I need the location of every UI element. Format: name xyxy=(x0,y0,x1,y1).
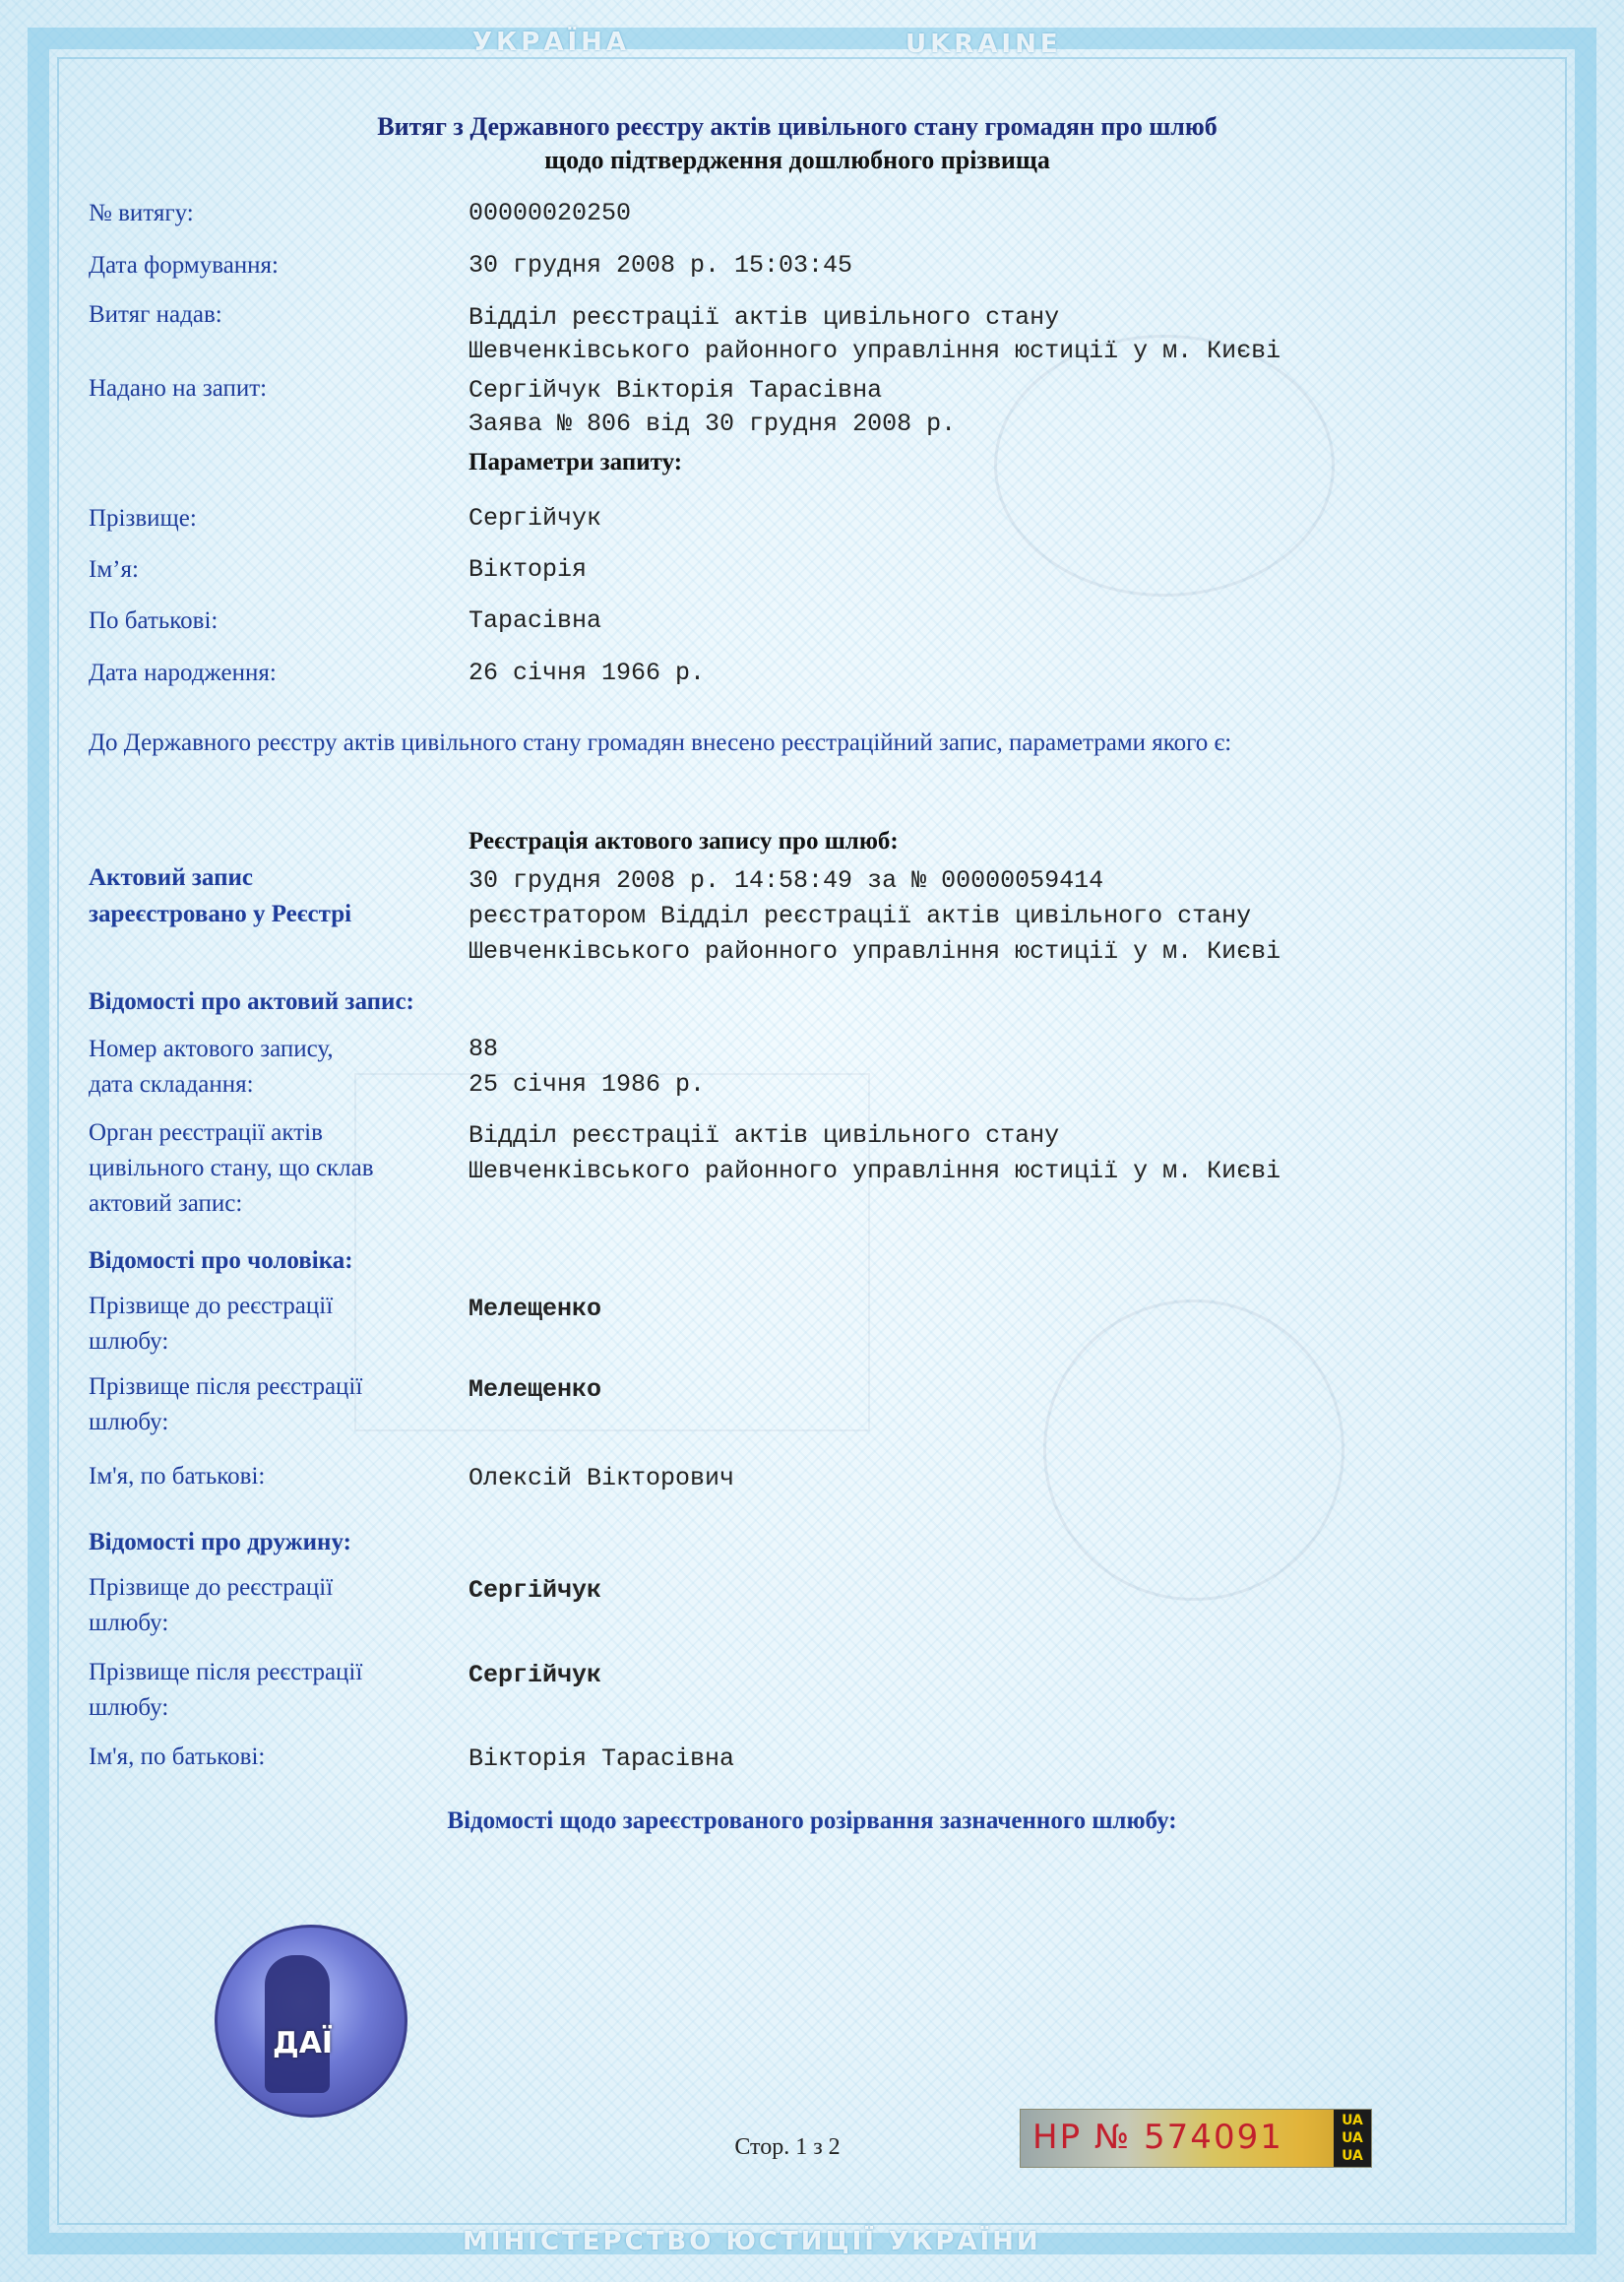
query-heading: Параметри запиту: xyxy=(468,449,683,475)
request-line-1: Сергійчук Вікторія Тарасівна xyxy=(468,376,883,405)
document-title xyxy=(157,110,1437,177)
hologram-number: НР № 574091 xyxy=(1032,2118,1283,2157)
wife-after-label-1: Прізвище після реєстрації xyxy=(89,1659,363,1685)
husband-name-value: Олексій Вікторович xyxy=(468,1464,735,1492)
extract-number-value: 00000020250 xyxy=(468,199,632,227)
organ-value-2: Шевченківського районного управління юстиції у м. Києві xyxy=(468,1157,1281,1185)
request-label: Надано на запит: xyxy=(89,375,268,402)
wife-after-value: Сергійчук xyxy=(468,1661,602,1689)
registration-value-3: Шевченківського районного управління юстиції у м. Києві xyxy=(468,937,1281,966)
formation-date-label: Дата формування: xyxy=(89,252,279,279)
hologram-sticker xyxy=(1020,2109,1372,2168)
issued-by-line-2: Шевченківського районного управління юстиції у м. Києві xyxy=(468,337,1281,365)
wife-name-label: Ім'я, по батькові: xyxy=(89,1743,266,1770)
title-line-1: Витяг з Державного реєстру актів цивільного стану громадян про шлюб xyxy=(377,112,1218,141)
divorce-heading: Відомості щодо зареєстрованого розірвання зазначенного шлюбу: xyxy=(447,1807,1177,1834)
husband-after-label-1: Прізвище після реєстрації xyxy=(89,1373,363,1400)
header-ukraina: УКРАЇНА xyxy=(472,28,631,57)
patronymic-label: По батькові: xyxy=(89,607,219,634)
first-name-value: Вікторія xyxy=(468,555,588,584)
header-ukraine: UKRAINE xyxy=(906,30,1062,59)
justice-figure-icon xyxy=(265,1955,330,2093)
faded-seal-icon xyxy=(1043,1299,1344,1601)
surname-value: Сергійчук xyxy=(468,504,602,533)
registration-heading: Реєстрація актового запису про шлюб: xyxy=(468,828,899,855)
wife-before-label-1: Прізвище до реєстрації xyxy=(89,1574,334,1601)
birth-date-value: 26 січня 1966 р. xyxy=(468,659,706,687)
formation-date-value: 30 грудня 2008 р. 15:03:45 xyxy=(468,251,853,280)
wife-heading: Відомості про дружину: xyxy=(89,1529,351,1555)
title-line-2: щодо підтвердження дошлюбного прізвища xyxy=(544,146,1050,174)
page-number: Стор. 1 з 2 xyxy=(734,2134,841,2160)
record-number-label-1: Номер актового запису, xyxy=(89,1036,334,1062)
organ-label-1: Орган реєстрації актів xyxy=(89,1119,323,1146)
issued-by-line-1: Відділ реєстрації актів цивільного стану xyxy=(468,303,1060,332)
husband-after-value: Мелещенко xyxy=(468,1375,602,1404)
organ-label-3: актовий запис: xyxy=(89,1190,243,1217)
organ-value-1: Відділ реєстрації актів цивільного стану xyxy=(468,1121,1060,1150)
husband-after-label-2: шлюбу: xyxy=(89,1409,169,1435)
wife-name-value: Вікторія Тарасівна xyxy=(468,1744,735,1773)
surname-label: Прізвище: xyxy=(89,505,197,532)
record-heading: Відомості про актовий запис: xyxy=(89,988,414,1015)
wife-before-value: Сергійчук xyxy=(468,1576,602,1605)
registration-value-1: 30 грудня 2008 р. 14:58:49 за № 00000059414 xyxy=(468,866,1104,895)
husband-heading: Відомості про чоловіка: xyxy=(89,1247,353,1274)
ministry-seal-icon xyxy=(215,1925,407,2118)
husband-before-label-2: шлюбу: xyxy=(89,1328,169,1355)
patronymic-value: Тарасівна xyxy=(468,606,602,635)
hologram-ua-mark: UA UA UA xyxy=(1334,2110,1371,2167)
registry-statement: До Державного реєстру актів цивільного стану громадян внесено реєстраційний запис, параметрами якого є: xyxy=(89,729,1232,756)
record-number-value: 88 xyxy=(468,1035,499,1063)
husband-name-label: Ім'я, по батькові: xyxy=(89,1463,266,1490)
registration-value-2: реєстратором Відділ реєстрації актів цивільного стану xyxy=(468,902,1252,930)
faded-stamp-icon xyxy=(994,335,1335,597)
request-line-2: Заява № 806 від 30 грудня 2008 р. xyxy=(468,410,957,438)
first-name-label: Ім’я: xyxy=(89,556,139,583)
seal-lettering: ДАЇ xyxy=(273,2026,334,2060)
registration-label-2: зареєстровано у Реєстрі xyxy=(89,901,352,927)
registration-label-1: Актовий запис xyxy=(89,864,253,891)
husband-before-value: Мелещенко xyxy=(468,1295,602,1323)
footer-ministry: МІНІСТЕРСТВО ЮСТИЦІЇ УКРАЇНИ xyxy=(463,2227,1041,2256)
wife-after-label-2: шлюбу: xyxy=(89,1694,169,1721)
wife-before-label-2: шлюбу: xyxy=(89,1610,169,1636)
extract-number-label: № витягу: xyxy=(89,200,194,226)
birth-date-label: Дата народження: xyxy=(89,660,277,686)
record-number-label-2: дата складання: xyxy=(89,1071,254,1098)
issued-by-label: Витяг надав: xyxy=(89,301,222,328)
organ-label-2: цивільного стану, що склав xyxy=(89,1155,374,1181)
record-date-value: 25 січня 1986 р. xyxy=(468,1070,706,1099)
husband-before-label-1: Прізвище до реєстрації xyxy=(89,1293,334,1319)
